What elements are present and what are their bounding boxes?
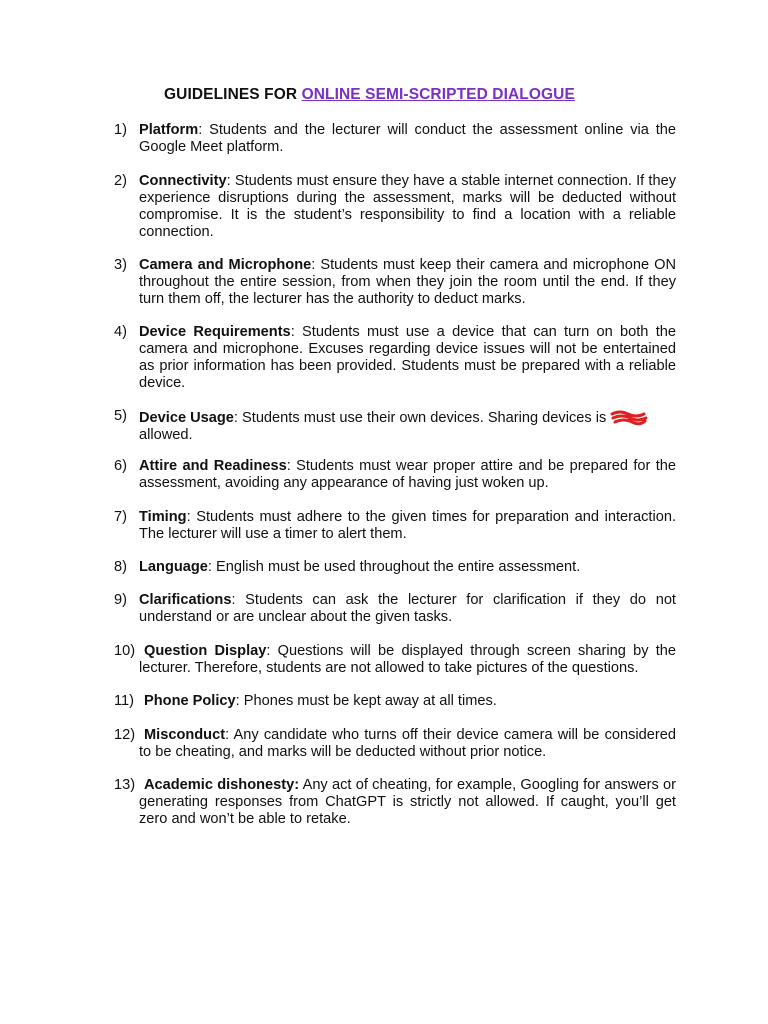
- item-term: Language: [139, 559, 208, 575]
- item-text: : Students and the lecturer will conduct the assessment online via the Google Meet platform.: [139, 122, 676, 155]
- item-text-after: allowed.: [139, 427, 193, 443]
- item-number: 8): [114, 559, 127, 575]
- guideline-item-connectivity: [114, 173, 676, 241]
- item-number: 9): [114, 592, 127, 608]
- item-number: 3): [114, 257, 127, 273]
- item-term: Misconduct: [144, 727, 226, 743]
- guideline-item-device-requirements: [114, 324, 676, 392]
- item-text: : Students must use their own devices. Sharing devices is: [233, 410, 607, 426]
- item-number: 7): [114, 509, 127, 525]
- item-text: : Students must adhere to the given times for preparation and interaction. The lecturer will use a timer to alert them.: [139, 509, 676, 542]
- item-term: Device Requirements: [139, 324, 291, 340]
- item-text: : Students must use a device that can turn on both the camera and microphone. Excuses regarding device issues will not be entertained as prior information has been provided. Students must be prepared with a reliable device.: [139, 324, 676, 391]
- item-number: 2): [114, 173, 127, 189]
- item-text: : Phones must be kept away at all times.: [235, 693, 497, 709]
- item-term: Attire and Readiness: [139, 458, 287, 474]
- item-number: 12): [114, 727, 136, 743]
- title-prefix: GUIDELINES FOR: [164, 86, 302, 103]
- guideline-item-misconduct: [114, 727, 676, 761]
- redaction-scribble: [610, 410, 648, 426]
- item-number: 5): [114, 408, 127, 424]
- guideline-item-academic-dishonesty: [114, 777, 676, 828]
- guideline-item-language: [114, 559, 676, 576]
- item-text: : Students must keep their camera and microphone ON throughout the entire session, from when they join the room until the end. If they turn them off, the lecturer has the authority to deduct marks.: [139, 257, 676, 307]
- page-title: [164, 86, 575, 104]
- title-link[interactable]: ONLINE SEMI-SCRIPTED DIALOGUE: [301, 86, 575, 103]
- item-text: Any act of cheating, for example, Googling for answers or generating responses from ChatGPT is strictly not allowed. If caught, you’ll get zero and won’t be able to retake.: [139, 777, 676, 827]
- item-term: Platform: [139, 122, 199, 138]
- item-term: Camera and Microphone: [139, 257, 312, 273]
- guideline-item-camera-and-microphone: [114, 257, 676, 308]
- guideline-item-timing: [114, 509, 676, 543]
- item-term: Connectivity: [139, 173, 227, 189]
- item-text: : Questions will be displayed through screen sharing by the lecturer. Therefore, students are not allowed to take pictures of the questions.: [139, 643, 676, 676]
- item-term: Clarifications: [139, 592, 232, 608]
- item-number: 13): [114, 777, 136, 793]
- item-text: : Students must ensure they have a stable internet connection. If they experience disruptions during the assessment, marks will be deducted without compromise. It is the student’s responsibility to find a location with a reliable connection.: [139, 173, 676, 240]
- guideline-item-question-display: [114, 643, 676, 677]
- item-term: Timing: [139, 509, 187, 525]
- guideline-item-device-usage: [114, 408, 676, 444]
- guideline-item-attire-and-readiness: [114, 458, 676, 492]
- item-text: : Any candidate who turns off their device camera will be considered to be cheating, and marks will be deducted without prior notice.: [139, 727, 676, 760]
- guideline-item-clarifications: [114, 592, 676, 626]
- item-number: 1): [114, 122, 127, 138]
- item-number: 4): [114, 324, 127, 340]
- item-term: Phone Policy: [144, 693, 236, 709]
- item-number: 10): [114, 643, 136, 659]
- item-term: Question Display: [144, 643, 267, 659]
- item-text: : Students can ask the lecturer for clarification if they do not understand or are unclear about the given tasks.: [139, 592, 676, 625]
- item-text: : English must be used throughout the entire assessment.: [207, 559, 581, 575]
- guideline-item-platform: [114, 122, 676, 156]
- item-term: Academic dishonesty:: [144, 777, 300, 793]
- item-number: 11): [114, 693, 135, 709]
- guideline-item-phone-policy: [114, 693, 676, 710]
- item-text: : Students must wear proper attire and be prepared for the assessment, avoiding any appearance of having just woken up.: [139, 458, 676, 491]
- item-number: 6): [114, 458, 127, 474]
- item-term: Device Usage: [139, 410, 234, 426]
